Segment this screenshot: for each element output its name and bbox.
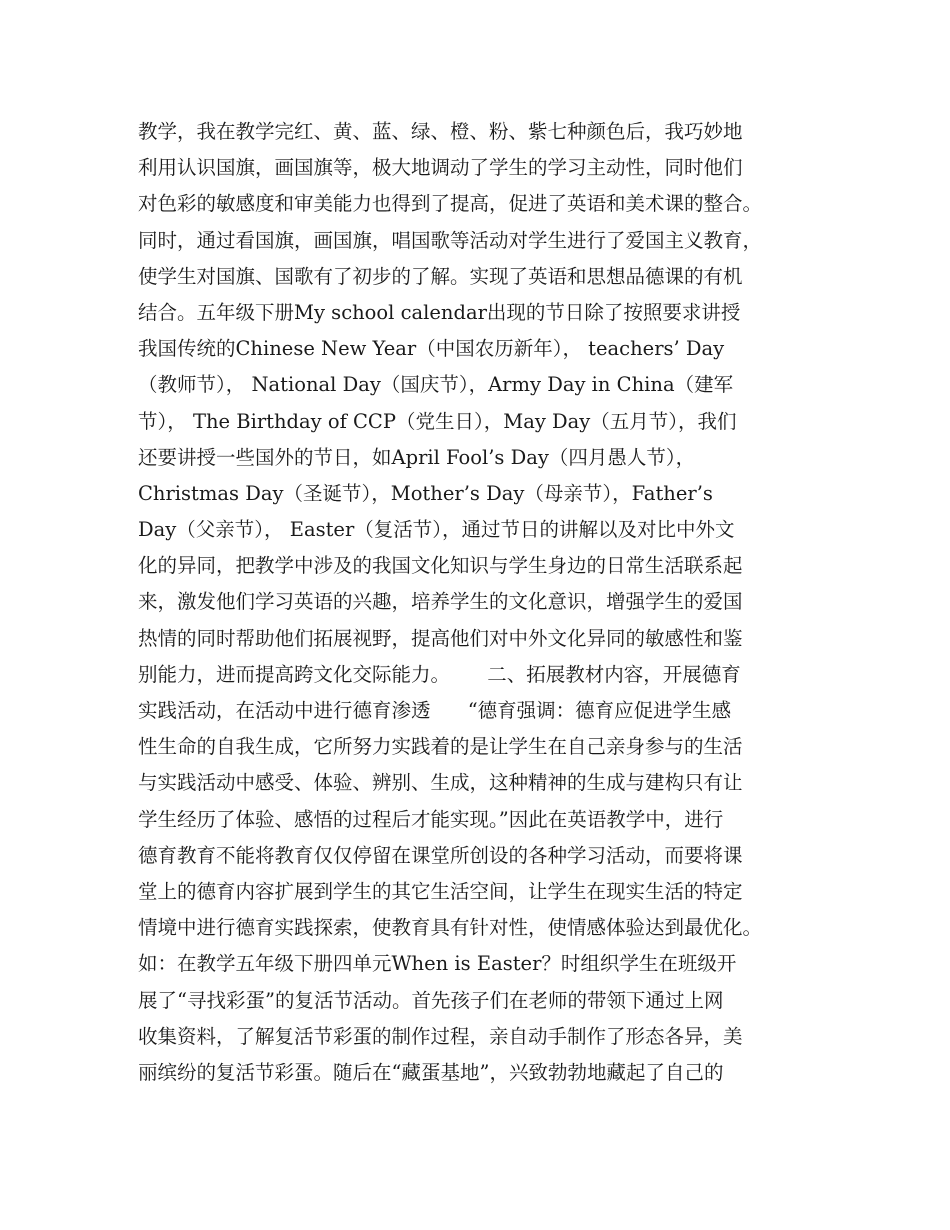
text-line: 同时，通过看国旗，画国旗，唱国歌等活动对学生进行了爱国主义教育， (138, 228, 763, 252)
body-text (138, 114, 828, 1091)
text-line: 结合。五年级下册My school calendar出现的节日除了按照要求讲授 (138, 300, 741, 324)
text-line: 堂上的德育内容扩展到学生的其它生活空间，让学生在现实生活的特定 (138, 879, 743, 903)
text-line: 对色彩的敏感度和审美能力也得到了提高，促进了英语和美术课的整合。 (138, 192, 763, 216)
text-line: 节）， The Birthday of CCP（党生日），May Day（五月节），我们 (138, 409, 737, 433)
text-line: 情境中进行德育实践探索，使教育具有针对性，使情感体验达到最优化。 (138, 916, 763, 940)
text-line: 化的异同，把教学中涉及的我国文化知识与学生身边的日常生活联系起 (138, 554, 743, 578)
text-line: 还要讲授一些国外的节日，如April Fool’s Day（四月愚人节）， (138, 445, 696, 469)
text-line: Christmas Day（圣诞节），Mother’s Day（母亲节），Father’s (138, 481, 713, 505)
text-line: 如：在教学五年级下册四单元When is Easter？时组织学生在班级开 (138, 952, 737, 976)
text-line: 丽缤纷的复活节彩蛋。随后在“藏蛋基地”，兴致勃勃地藏起了自己的 (138, 1060, 724, 1084)
text-line: 热情的同时帮助他们拓展视野，提高他们对中外文化异同的敏感性和鉴 (138, 626, 743, 650)
text-line: 与实践活动中感受、体验、辨别、生成，这种精神的生成与建构只有让 (138, 771, 743, 795)
text-line: 我国传统的Chinese New Year（中国农历新年）， teachers’ Day (138, 337, 725, 361)
text-line: 学生经历了体验、感悟的过程后才能实现。”因此在英语教学中，进行 (138, 807, 724, 831)
text-line: （教师节）， National Day（国庆节），Army Day in China（建军 (138, 373, 734, 397)
text-line: 使学生对国旗、国歌有了初步的了解。实现了英语和思想品德课的有机 (138, 264, 743, 288)
text-line: 展了“寻找彩蛋”的复活节活动。首先孩子们在老师的带领下通过上网 (138, 988, 724, 1012)
text-line: 德育教育不能将教育仅仅停留在课堂所创设的各种学习活动，而要将课 (138, 843, 743, 867)
text-line: 别能力，进而提高跨文化交际能力。 二、拓展教材内容，开展德育 (138, 662, 741, 686)
text-line: 收集资料，了解复活节彩蛋的制作过程，亲自动手制作了形态各异，美 (138, 1024, 743, 1048)
text-line: 教学，我在教学完红、黄、蓝、绿、橙、粉、紫七种颜色后，我巧妙地 (138, 120, 743, 143)
text-line: 性生命的自我生成，它所努力实践着的是让学生在自己亲身参与的生活 (138, 735, 743, 759)
text-line: Day（父亲节）， Easter（复活节），通过节日的讲解以及对比中外文 (138, 518, 735, 542)
text-line: 来，激发他们学习英语的兴趣，培养学生的文化意识，增强学生的爱国 (138, 590, 743, 614)
text-line: 实践活动，在活动中进行德育渗透 “德育强调：德育应促进学生感 (138, 699, 732, 722)
text-line: 利用认识国旗，画国旗等，极大地调动了学生的学习主动性，同时他们 (138, 156, 743, 180)
